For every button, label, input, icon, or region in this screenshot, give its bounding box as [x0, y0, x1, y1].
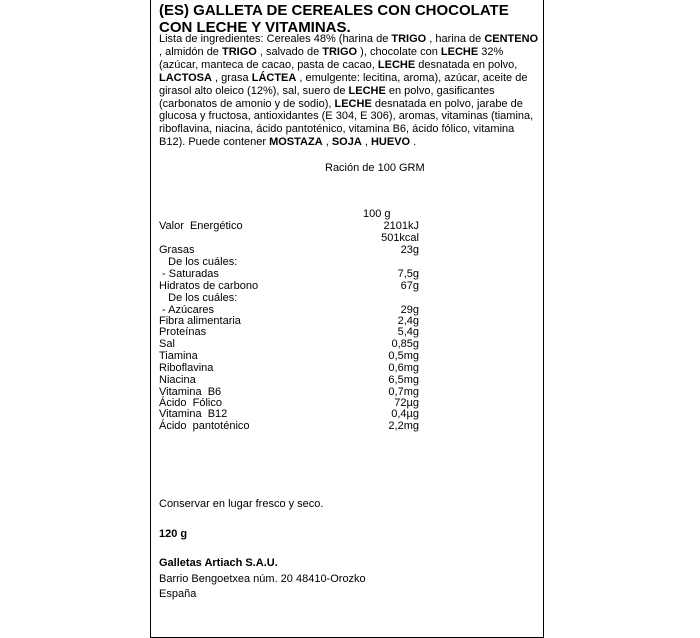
- nutrient-label: Sal: [159, 338, 175, 350]
- ingredient-text: ,: [322, 136, 332, 149]
- nutrition-row: [159, 350, 419, 362]
- nutrient-label: Riboflavina: [159, 362, 214, 374]
- nutrition-row: [159, 420, 419, 432]
- nutrition-row: [159, 292, 419, 304]
- nutrient-label: Ácido Fólico: [159, 397, 222, 409]
- ingredient-text: , grasa: [211, 71, 252, 84]
- nutrition-row: [159, 220, 419, 232]
- nutrient-value: 0,5mg: [388, 350, 419, 362]
- nutrient-value: 6,5mg: [388, 374, 419, 386]
- allergen-text: LECHE: [440, 45, 479, 58]
- nutrition-row: [159, 374, 419, 386]
- storage-instructions: Conservar en lugar fresco y seco.: [159, 498, 324, 510]
- nutrient-label: De los cuáles:: [159, 292, 238, 304]
- nutrient-label: Hidratos de carbono: [159, 280, 259, 292]
- nutrient-label: - Saturadas: [159, 268, 219, 280]
- nutrition-row: [159, 244, 419, 256]
- nutrient-label: Niacina: [159, 374, 196, 386]
- allergen-text: TRIGO: [391, 33, 427, 45]
- nutrient-label: - Azúcares: [159, 304, 215, 316]
- ingredient-text: ,: [361, 136, 371, 149]
- nutrient-value: 0,7mg: [388, 386, 419, 398]
- nutrition-row: [159, 338, 419, 350]
- allergen-text: HUEVO: [370, 136, 411, 149]
- nutrition-row: [159, 268, 419, 280]
- nutrient-value: 0,4µg: [391, 408, 419, 420]
- nutrient-label: Ácido pantoténico: [159, 420, 250, 432]
- nutrition-row: [159, 256, 419, 268]
- allergen-text: LACTOSA: [159, 71, 212, 84]
- nutrition-row: [159, 232, 419, 244]
- ingredient-text: , almidón de: [159, 45, 222, 58]
- nutrient-value: 67g: [400, 280, 419, 292]
- net-weight: 120 g: [159, 528, 188, 540]
- ingredient-text: desnatada en polvo,: [415, 58, 518, 71]
- nutrient-label: De los cuáles:: [159, 256, 238, 268]
- product-title: (ES) GALLETA DE CEREALES CON CHOCOLATE CON LECHE Y VITAMINAS.: [159, 2, 509, 36]
- nutrition-row: [159, 362, 419, 374]
- nutrient-label: Valor Energético: [159, 220, 243, 232]
- ingredient-text: desnatada en polvo, jarabe de glucosa y fructosa, antioxidantes (E 304, E 306), aromas, vitaminas (tiamina, riboflavina, niacina, ácido pantoténico, vitamina B6, ácido fólico, vitamina B12). Puede contener: [159, 97, 534, 149]
- allergen-text: CENTENO: [484, 33, 539, 45]
- nutrient-value: 2,4g: [397, 315, 419, 327]
- nutrient-label: Grasas: [159, 244, 195, 256]
- nutrient-value: 23g: [400, 244, 419, 256]
- ingredient-text: en polvo, gasificantes (carbonatos de amonio y de sodio),: [159, 84, 495, 110]
- nutrient-label: Fibra alimentaria: [159, 315, 241, 327]
- allergen-text: LECHE: [334, 97, 372, 110]
- serving-size: Ración de 100 GRM: [325, 162, 425, 174]
- ingredient-text: , emulgente: lecitina, aroma), azúcar, aceite de girasol alto oleico (12%), sal, suero de: [159, 71, 528, 97]
- allergen-text: LECHE: [377, 58, 416, 71]
- allergen-text: MOSTAZA: [269, 136, 323, 149]
- nutrient-label: Vitamina B6: [159, 386, 222, 398]
- ingredient-text: ), chocolate con: [357, 45, 441, 58]
- allergen-text: LECHE: [348, 84, 386, 97]
- nutrient-value: 0,85g: [391, 338, 419, 350]
- nutrient-value: 501kcal: [381, 232, 419, 244]
- nutrient-value: 72µg: [394, 397, 419, 409]
- nutrient-value: 29g: [400, 304, 419, 316]
- company-name: Galletas Artiach S.A.U.: [159, 557, 278, 569]
- allergen-text: TRIGO: [221, 45, 257, 58]
- company-address: Barrio Bengoetxea núm. 20 48410-Orozko: [159, 573, 366, 585]
- nutrition-row: [159, 280, 419, 292]
- allergen-text: SOJA: [331, 136, 362, 149]
- nutrition-column-header: 100 g: [363, 208, 391, 220]
- nutrient-label: Proteínas: [159, 326, 207, 338]
- ingredient-text: , salvado de: [256, 45, 323, 58]
- nutrient-label: Tiamina: [159, 350, 198, 362]
- ingredient-text: 32% (azúcar, manteca de cacao, pasta de cacao,: [159, 45, 504, 71]
- nutrient-value: 0,6mg: [388, 362, 419, 374]
- allergen-text: TRIGO: [322, 45, 358, 58]
- nutrition-row: [159, 326, 419, 338]
- nutrient-label: Vitamina B12: [159, 408, 228, 420]
- nutrient-value: 5,4g: [397, 326, 419, 338]
- ingredient-text: , harina de: [426, 33, 485, 45]
- nutrient-value: 2101kJ: [383, 220, 419, 232]
- ingredient-text: Lista de ingredientes: Cereales 48% (harina de: [159, 33, 392, 45]
- nutrient-value: 7,5g: [397, 268, 419, 280]
- company-country: España: [159, 588, 197, 600]
- allergen-text: LÁCTEA: [251, 71, 297, 84]
- nutrient-value: 2,2mg: [388, 420, 419, 432]
- ingredients-list: [159, 33, 539, 149]
- ingredient-text: .: [410, 136, 417, 149]
- nutrition-row: [159, 408, 419, 420]
